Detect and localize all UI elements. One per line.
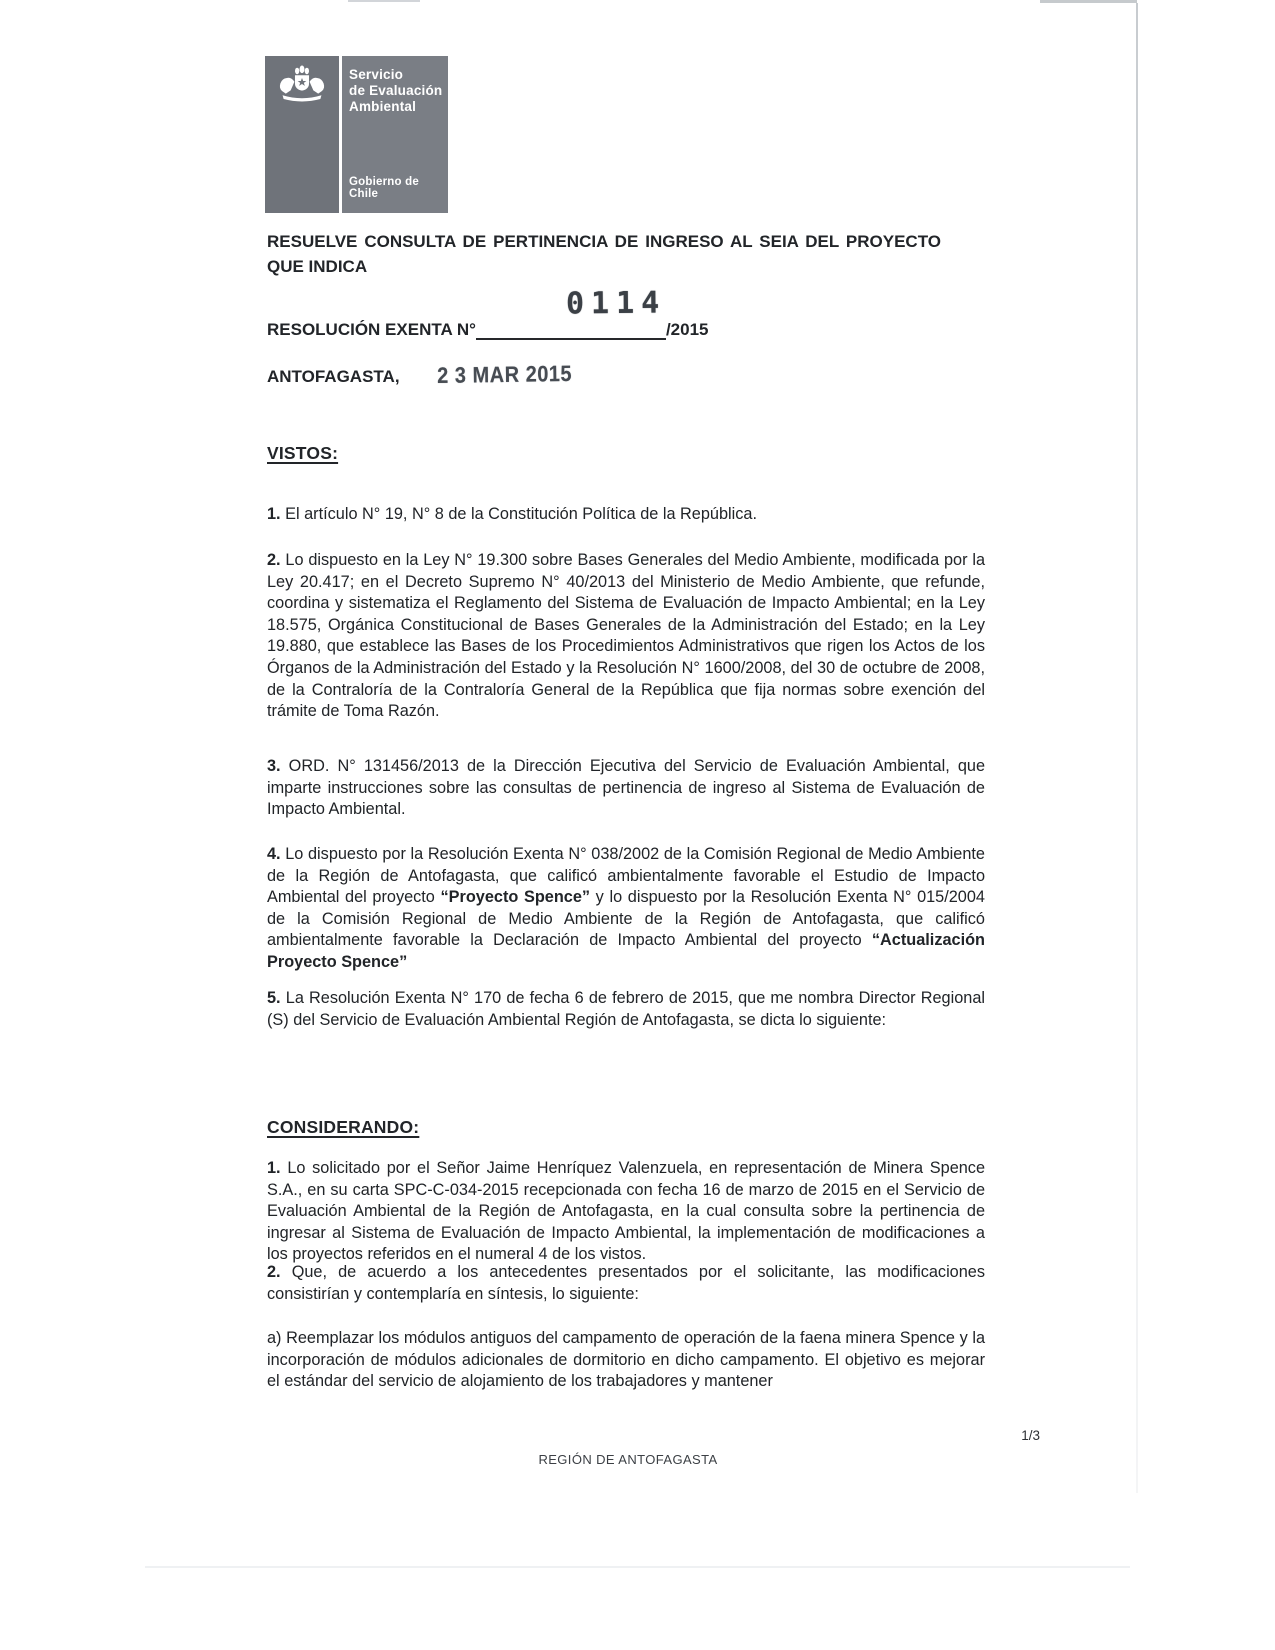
text-run: Lo dispuesto en la Ley N° 19.300 sobre Bases Generales del Medio Ambiente, modificada por la Ley 20.417; en el Decreto Supremo N° 40/2013 del Ministerio de Medio Ambiente, que refunde, coordina y sistematiza el Reglamento del Sistema de Evaluación de Impacto Ambiental; en la Ley 18.575, Orgánica Constitucional de Bases Generales de la Administración del Estado; en la Ley 19.880, que establece las Bases de los Procedimientos Administrativos que rigen los Actos de los Órganos de la Administración del Estado y la Resolución N° 1600/2008, del 30 de octubre de 2008, de la Contraloría de la Contraloría General de la República que fija normas sobre exención del trámite de Toma Razón.: [267, 551, 985, 721]
vistos-paragraph-4: [267, 844, 985, 974]
text-run: Lo dispuesto por la Resolución Exenta N° 038/2002 de la Comisión Regional de Medio Ambiente de la Región de Antofagasta, que calificó ambientalmente favorable el Estudio de Impacto Ambiental del proyecto: [267, 845, 985, 907]
sea-logo: [265, 56, 448, 213]
bold-text-run: “Proyecto Spence”: [440, 888, 591, 907]
bold-text-run: “Actualización Proyecto Spence”: [267, 931, 985, 971]
text-run: a) Reemplazar los módulos antiguos del campamento de operación de la faena minera Spence y la incorporación de módulos adicionales de dormitorio en dicho campamento. El objetivo es mejorar el estándar del servicio de alojamiento de los trabajadores y mantener: [267, 1329, 985, 1391]
bold-text-run: 1.: [267, 505, 281, 523]
text-run: El artículo N° 19, N° 8 de la Constitución Política de la República.: [280, 505, 757, 523]
text-run: ORD. N° 131456/2013 de la Dirección Ejecutiva del Servicio de Evaluación Ambiental, que imparte instrucciones sobre las consultas de pertinencia de ingreso al Sistema de Evaluación de Impacto Ambiental.: [267, 757, 985, 819]
logo-emblem-panel: [265, 56, 339, 213]
bold-text-run: 2.: [267, 1263, 281, 1281]
document-title-line1: RESUELVE CONSULTA DE PERTINENCIA DE INGRESO AL SEIA DEL PROYECTO: [267, 232, 941, 251]
scan-artifact-top-dash: [348, 0, 420, 2]
page-number: 1/3: [1021, 1428, 1040, 1443]
bold-text-run: 4.: [267, 845, 281, 863]
bold-text-run: 5.: [267, 989, 281, 1007]
text-run: Lo solicitado por el Señor Jaime Henríquez Valenzuela, en representación de Minera Spence S.A., en su carta SPC-C-034-2015 recepcionada con fecha 16 de marzo de 2015 en el Servicio de Evaluación Ambiental de la Región de Antofagasta, en la cual consulta sobre la pertinencia de ingresar al Sistema de Evaluación de Impacto Ambiental, la implementación de modificaciones a los proyectos referidos en el numeral 4 de los vistos.: [267, 1159, 985, 1264]
text-run: Que, de acuerdo a los antecedentes presentados por el solicitante, las modificaciones consistirían y contemplaría en síntesis, lo siguiente:: [267, 1263, 985, 1303]
text-run: La Resolución Exenta N° 170 de fecha 6 de febrero de 2015, que me nombra Director Regional (S) del Servicio de Evaluación Ambiental Región de Antofagasta, se dicta lo siguiente:: [267, 989, 985, 1029]
vistos-paragraph-2: [267, 550, 985, 723]
bold-text-run: 3.: [267, 757, 281, 775]
scan-artifact-right-edge: [1136, 3, 1138, 1493]
considerando-paragraph-2a: [267, 1328, 985, 1393]
bold-text-run: 1.: [267, 1159, 281, 1177]
logo-government-label: Gobierno de Chile: [349, 176, 419, 200]
logo-text-panel: [342, 56, 448, 213]
document-title: [267, 229, 941, 279]
resolution-number-stamp: 0114: [565, 285, 667, 322]
considerando-heading: CONSIDERANDO:: [267, 1117, 420, 1137]
vistos-paragraph-5: [267, 988, 985, 1031]
resolution-line: [267, 319, 708, 340]
text-run: y lo dispuesto por la Resolución Exenta N° 015/2004 de la Comisión Regional de Medio Ambiente de la Región de Antofagasta, que calificó ambientalmente favorable la Declaración de Impacto Ambiental del proyecto: [267, 888, 985, 950]
logo-service-name: Servicio de Evaluación Ambiental: [349, 67, 443, 114]
considerando-paragraph-2: [267, 1262, 985, 1305]
scan-artifact-bottom-edge: [145, 1566, 1130, 1568]
vistos-heading: VISTOS:: [267, 443, 339, 463]
scan-artifact-top-line: [1040, 0, 1137, 3]
vistos-paragraph-3: [267, 756, 985, 821]
document-title-line2: QUE INDICA: [267, 257, 368, 276]
date-stamp: 2 3 MAR 2015: [437, 361, 573, 389]
resolution-label: RESOLUCIÓN EXENTA N°: [267, 320, 476, 339]
chile-coat-of-arms-icon: [275, 65, 329, 105]
city-label: ANTOFAGASTA,: [267, 367, 400, 386]
considerando-paragraph-1: [267, 1158, 985, 1266]
bold-text-run: 2.: [267, 551, 281, 569]
resolution-year: /2015: [665, 320, 709, 339]
vistos-paragraph-1: [267, 504, 985, 526]
resolution-number-underline: [476, 319, 666, 340]
footer-region-label: REGIÓN DE ANTOFAGASTA: [538, 1452, 718, 1467]
